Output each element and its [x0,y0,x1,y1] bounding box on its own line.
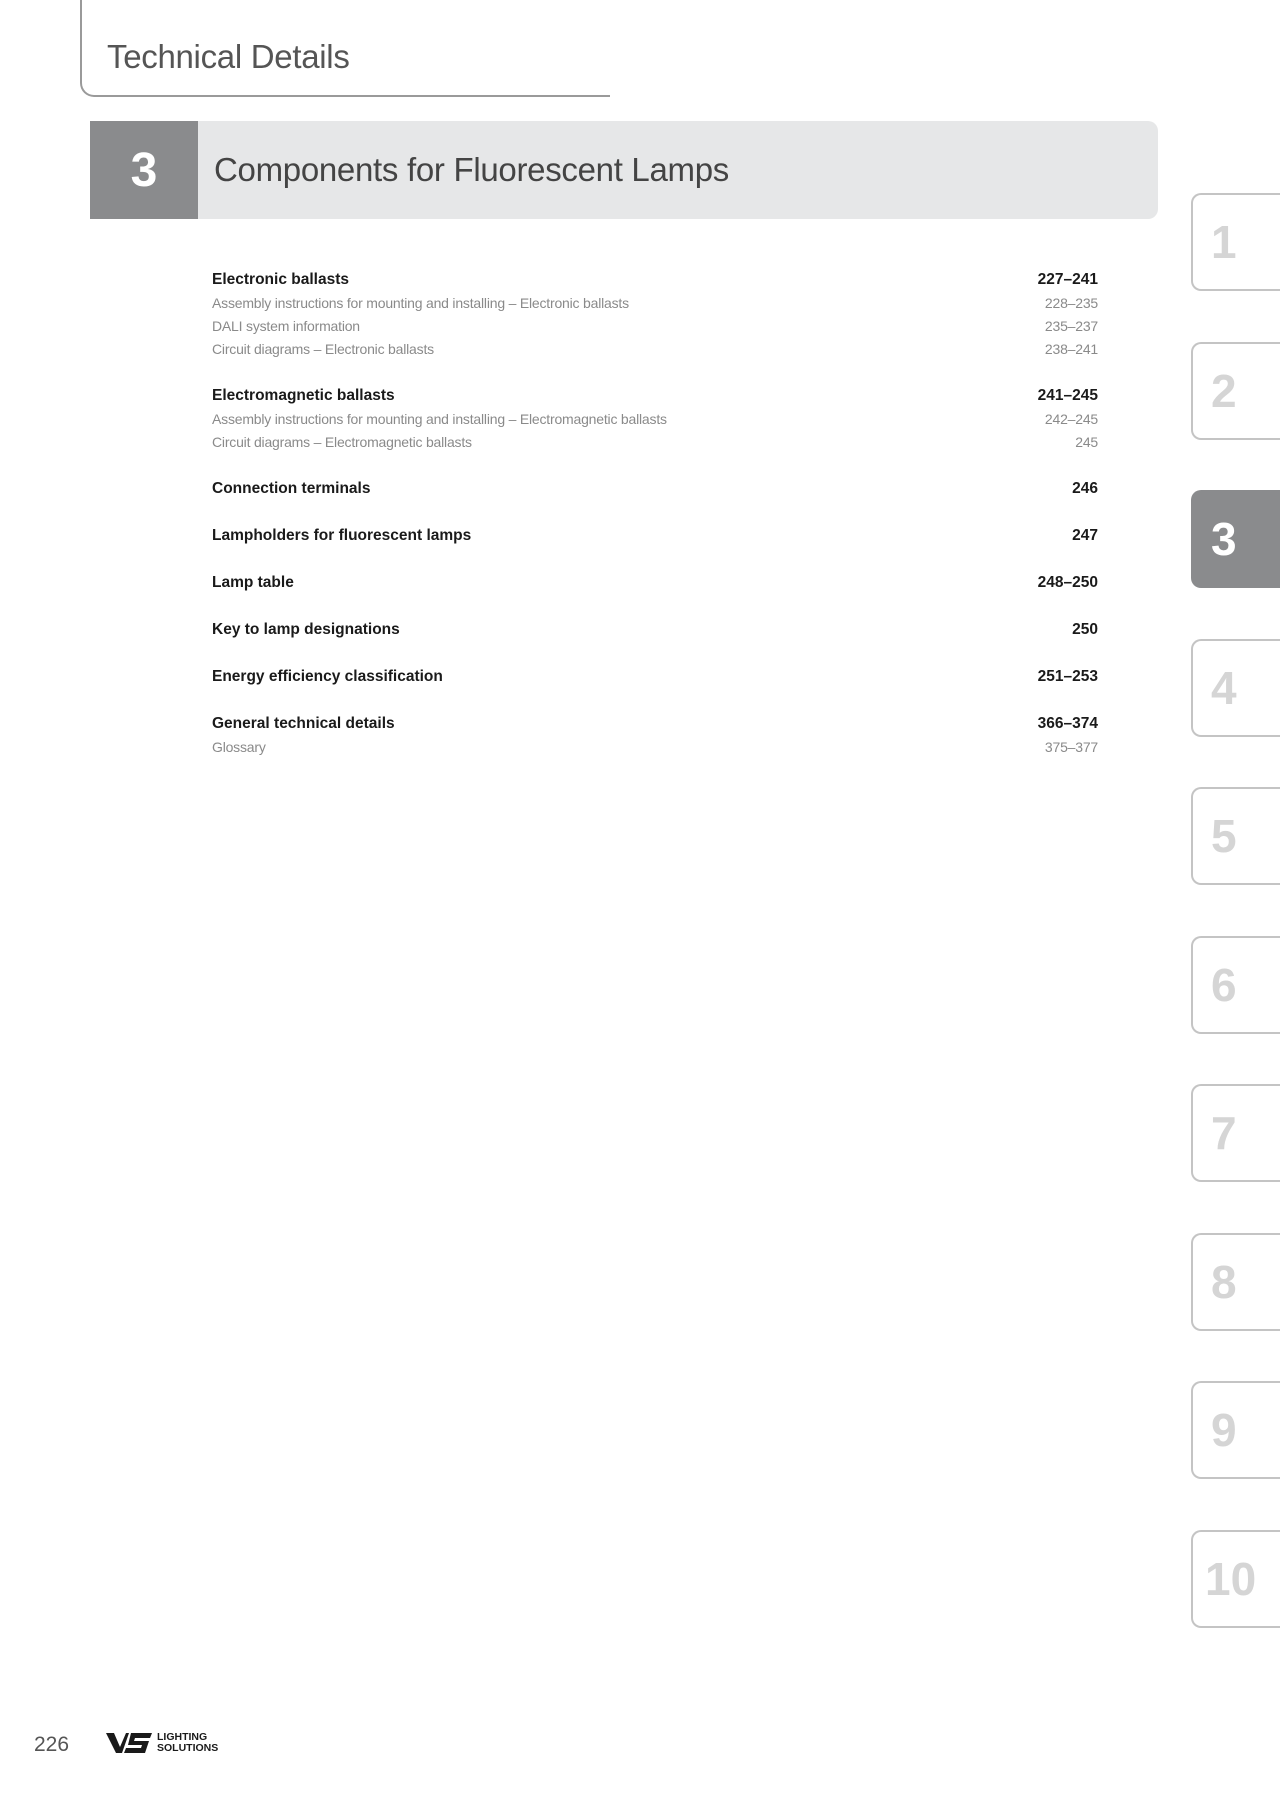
page-header-title: Technical Details [107,38,350,75]
chapter-title: Components for Fluorescent Lamps [214,151,729,188]
toc-subentry-title: Circuit diagrams – Electromagnetic ballasts [212,434,472,450]
toc-group [212,571,1098,595]
toc-group [212,665,1098,689]
chapter-tab-6[interactable]: 6 [1191,936,1280,1034]
toc-subentry-title: DALI system information [212,318,360,334]
chapter-tab-8[interactable]: 8 [1191,1233,1280,1331]
logo-line-1: LIGHTING [157,1731,208,1743]
toc-entry-pages: 251–253 [1037,668,1098,685]
toc-subentry-title: Circuit diagrams – Electronic ballasts [212,341,434,357]
toc-entry[interactable] [212,477,1098,501]
toc-entry-title: Electromagnetic ballasts [212,387,395,404]
toc-subentry[interactable] [212,736,1098,759]
company-logo [105,1730,218,1756]
toc-entry[interactable] [212,665,1098,689]
toc-entry[interactable] [212,618,1098,642]
page-number: 226 [34,1733,70,1756]
toc-subentry[interactable] [212,408,1098,431]
vs-logo-icon [105,1730,153,1756]
toc-subentry-title: Glossary [212,739,266,755]
toc-subentry-pages: 375–377 [1044,739,1098,755]
table-of-contents [212,268,1098,782]
toc-subentry-pages: 228–235 [1044,295,1098,311]
chapter-tab-1[interactable]: 1 [1191,193,1280,291]
toc-entry-pages: 247 [1072,527,1098,544]
toc-group [212,384,1098,454]
toc-group [212,524,1098,548]
chapter-tab-7[interactable]: 7 [1191,1084,1280,1182]
chapter-tab-5[interactable]: 5 [1191,787,1280,885]
toc-entry-pages: 227–241 [1037,271,1098,288]
toc-entry[interactable] [212,524,1098,548]
toc-subentry-pages: 245 [1075,434,1098,450]
toc-entry-title: Lamp table [212,574,294,591]
toc-entry-title: Lampholders for fluorescent lamps [212,527,472,544]
toc-entry-pages: 250 [1072,621,1098,638]
toc-subentry[interactable] [212,338,1098,361]
toc-entry[interactable] [212,384,1098,408]
toc-subentry-pages: 235–237 [1044,318,1098,334]
chapter-tab-4[interactable]: 4 [1191,639,1280,737]
toc-subentry-title: Assembly instructions for mounting and installing – Electronic ballasts [212,295,629,311]
toc-group [212,618,1098,642]
toc-subentry[interactable] [212,315,1098,338]
toc-subentry-title: Assembly instructions for mounting and installing – Electromagnetic ballasts [212,411,667,427]
toc-entry-pages: 366–374 [1037,715,1098,732]
toc-subentry-pages: 238–241 [1044,341,1098,357]
toc-entry[interactable] [212,712,1098,736]
chapter-tab-10[interactable]: 10 [1191,1530,1280,1628]
toc-entry-pages: 241–245 [1037,387,1098,404]
toc-group [212,268,1098,361]
toc-subentry-pages: 242–245 [1044,411,1098,427]
chapter-tab-2[interactable]: 2 [1191,342,1280,440]
toc-entry-title: Energy efficiency classification [212,668,443,685]
toc-entry[interactable] [212,268,1098,292]
toc-entry-title: Electronic ballasts [212,271,349,288]
toc-entry-title: General technical details [212,715,395,732]
toc-subentry[interactable] [212,292,1098,315]
toc-entry-title: Key to lamp designations [212,621,400,638]
chapter-tab-3[interactable]: 3 [1191,490,1280,588]
logo-line-2: SOLUTIONS [157,1742,219,1754]
chapter-banner [90,121,1158,219]
toc-group [212,712,1098,759]
toc-subentry[interactable] [212,431,1098,454]
toc-entry[interactable] [212,571,1098,595]
toc-group [212,477,1098,501]
chapter-tab-9[interactable]: 9 [1191,1381,1280,1479]
toc-entry-pages: 246 [1072,480,1098,497]
chapter-number: 3 [90,121,198,219]
toc-entry-pages: 248–250 [1037,574,1098,591]
toc-entry-title: Connection terminals [212,480,371,497]
